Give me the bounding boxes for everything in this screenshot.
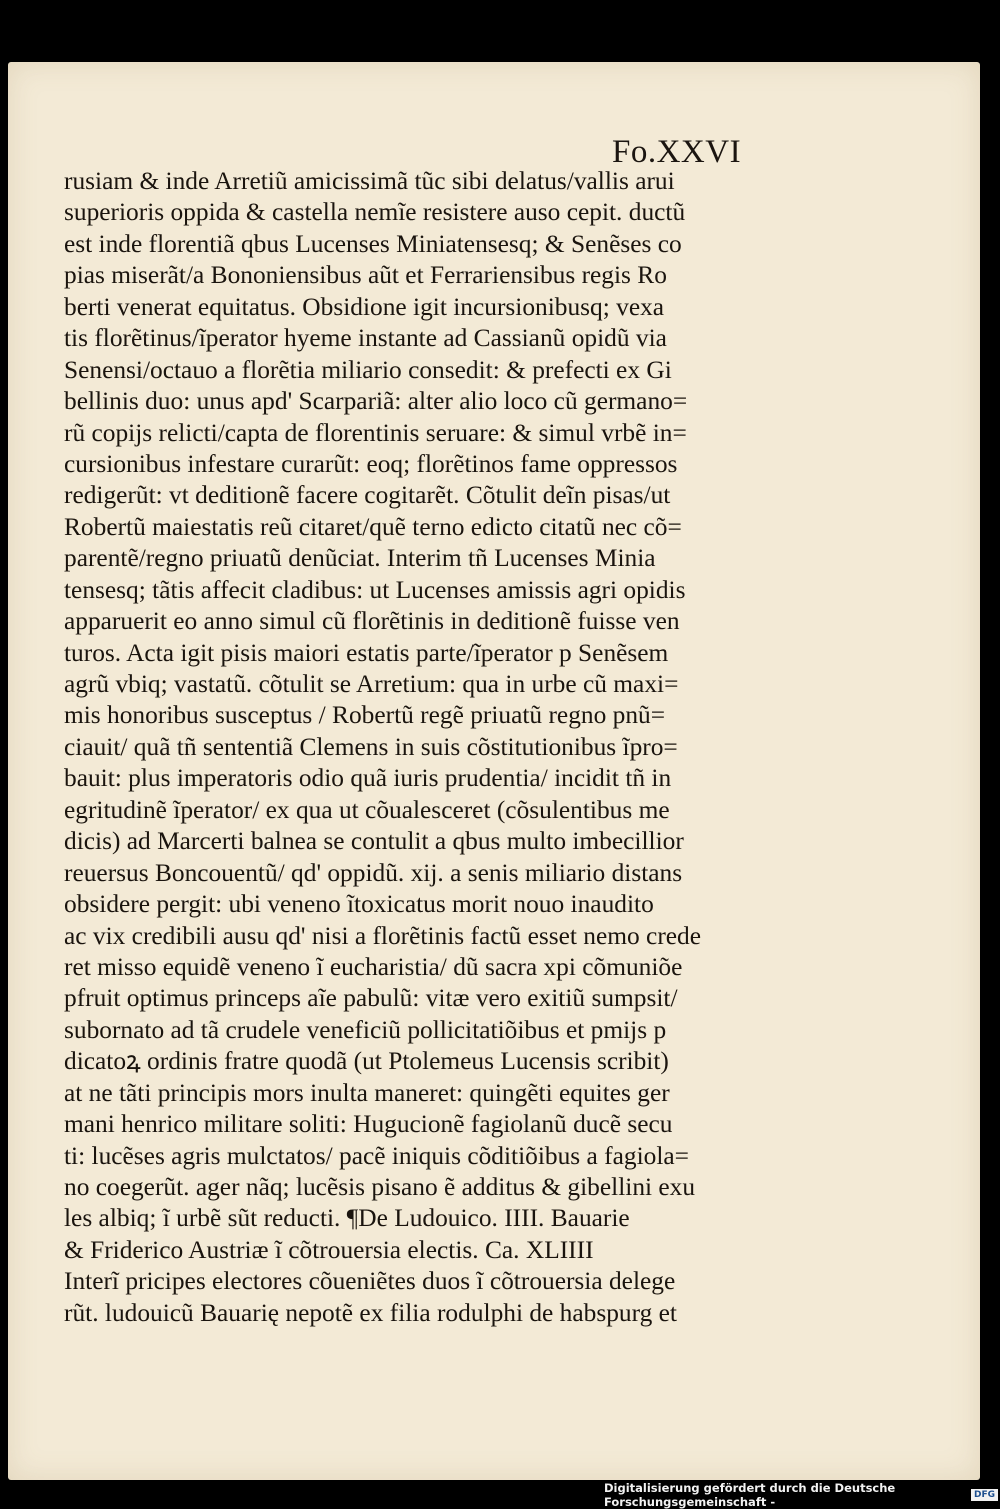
text-line: cursionibus infestare curarũt: eoq; florẽtinos fame oppressos	[64, 449, 678, 478]
text-line: apparuerit eo anno simul cũ florẽtinis in deditionẽ fuisse ven	[64, 607, 680, 636]
text-line: superioris oppida & castella nemĩe resistere auso cepit. ductũ	[64, 198, 686, 227]
text-line: at ne tãti principis mors inulta maneret: quingẽti equites ger	[64, 1078, 670, 1107]
text-line: Senensi/octauo a florẽtia miliario consedit: & prefecti ex Gi	[64, 355, 672, 384]
text-line: egritudinẽ ĩperator/ ex qua ut cõualesceret (cõsulentibus me	[64, 795, 670, 824]
text-line: les albiq; ĩ urbẽ sũt reducti. ¶De Ludouico. IIII. Bauarie	[64, 1204, 630, 1233]
text-line: & Friderico Austriæ ĩ cõtrouersia electis. Ca. XLIIII	[64, 1235, 594, 1264]
page-text-block	[64, 166, 774, 1329]
credit-text: Digitalisierung gefördert durch die Deutsche Forschungsgemeinschaft -	[604, 1481, 896, 1509]
text-line: tensesq; tãtis affecit cladibus: ut Lucenses amissis agri opidis	[64, 575, 686, 604]
text-line: subornato ad tã crudele veneficiũ pollicitatiõibus et pmijs p	[64, 1015, 667, 1044]
text-line: ret misso equidẽ veneno ĩ eucharistia/ dũ sacra xpi cõmuniõe	[64, 952, 683, 981]
text-line: dicis) ad Marcerti balnea se contulit a qbus multo imbecillior	[64, 827, 684, 856]
text-line: no coegerũt. ager nãq; lucẽsis pisano ẽ additus & gibellini exu	[64, 1173, 696, 1201]
text-line: pfruit optimus princeps aĩe pabulũ: vitæ vero exitiũ sumpsit/	[64, 984, 678, 1013]
text-line: est inde florentiã qbus Lucenses Miniatensesq; & Senẽses co	[64, 229, 682, 258]
text-line: berti venerat equitatus. Obsidione igit incursionibusq; vexa	[64, 292, 665, 321]
text-line: bellinis duo: unus apd' Scarpariã: alter alio loco cũ germano=	[64, 387, 688, 416]
text-line: rũt. ludouicũ Bauarię nepotẽ ex filia rodulphi de habspurg et	[64, 1298, 677, 1327]
text-line: mani henrico militare soliti: Hugucionẽ fagiolanũ ducẽ secu	[64, 1110, 673, 1139]
text-line: tis florẽtinus/ĩperator hyeme instante ad Cassianũ opidũ via	[64, 324, 667, 353]
text-line: ciauit/ quã tñ sententiã Clemens in suis cõstitutionibus ĩpro=	[64, 732, 678, 761]
text-line: pias miserãt/a Bononiensibus aũt et Ferrariensibus regis Ro	[64, 261, 667, 290]
folio-number: Fo.XXVI	[612, 134, 742, 170]
text-line: Interĩ pricipes electores cõueniẽtes duos ĩ cõtrouersia delege	[64, 1267, 676, 1296]
text-line: bauit: plus imperatoris odio quã iuris prudentia/ incidit tñ in	[64, 764, 672, 793]
text-line: redigerũt: vt deditionẽ facere cogitarẽt. Cõtulit deĩn pisas/ut	[64, 481, 671, 510]
text-line: reuersus Boncouentũ/ qd' oppidũ. xij. a senis miliario distans	[64, 858, 683, 887]
text-line: rusiam & inde Arretiũ amicissimã tũc sibi delatus/vallis arui	[64, 167, 675, 195]
text-line: mis honoribus susceptus / Robertũ regẽ priuatũ regno pnũ=	[64, 701, 666, 730]
text-line: ac vix credibili ausu qd' nisi a florẽtinis factũ esset nemo crede	[64, 921, 702, 950]
text-line: rũ copijs relicti/capta de florentinis seruare: & simul vrbẽ in=	[64, 418, 687, 447]
text-line: Robertũ maiestatis reũ citaret/quẽ terno edicto citatũ nec cõ=	[64, 512, 682, 541]
text-line: ti: lucẽses agris mulctatos/ pacẽ iniquis cõditiõibus a fagiola=	[64, 1141, 689, 1170]
dfg-logo: DFG	[971, 1489, 998, 1501]
text-line: obsidere pergit: ubi veneno ĩtoxicatus morit nouo inaudito	[64, 890, 654, 919]
text-line: turos. Acta igit pisis maiori estatis parte/ĩperator p Senẽsem	[64, 638, 669, 667]
digitization-credit	[604, 1481, 1000, 1509]
text-line: parentẽ/regno priuatũ denũciat. Interim tñ Lucenses Minia	[64, 544, 656, 573]
text-line: agrũ vbiq; vastatũ. cõtulit se Arretium: qua in urbe cũ maxi=	[64, 670, 679, 698]
text-line: dicatoꝝ ordinis fratre quodã (ut Ptolemeus Lucensis scribit)	[64, 1047, 669, 1076]
